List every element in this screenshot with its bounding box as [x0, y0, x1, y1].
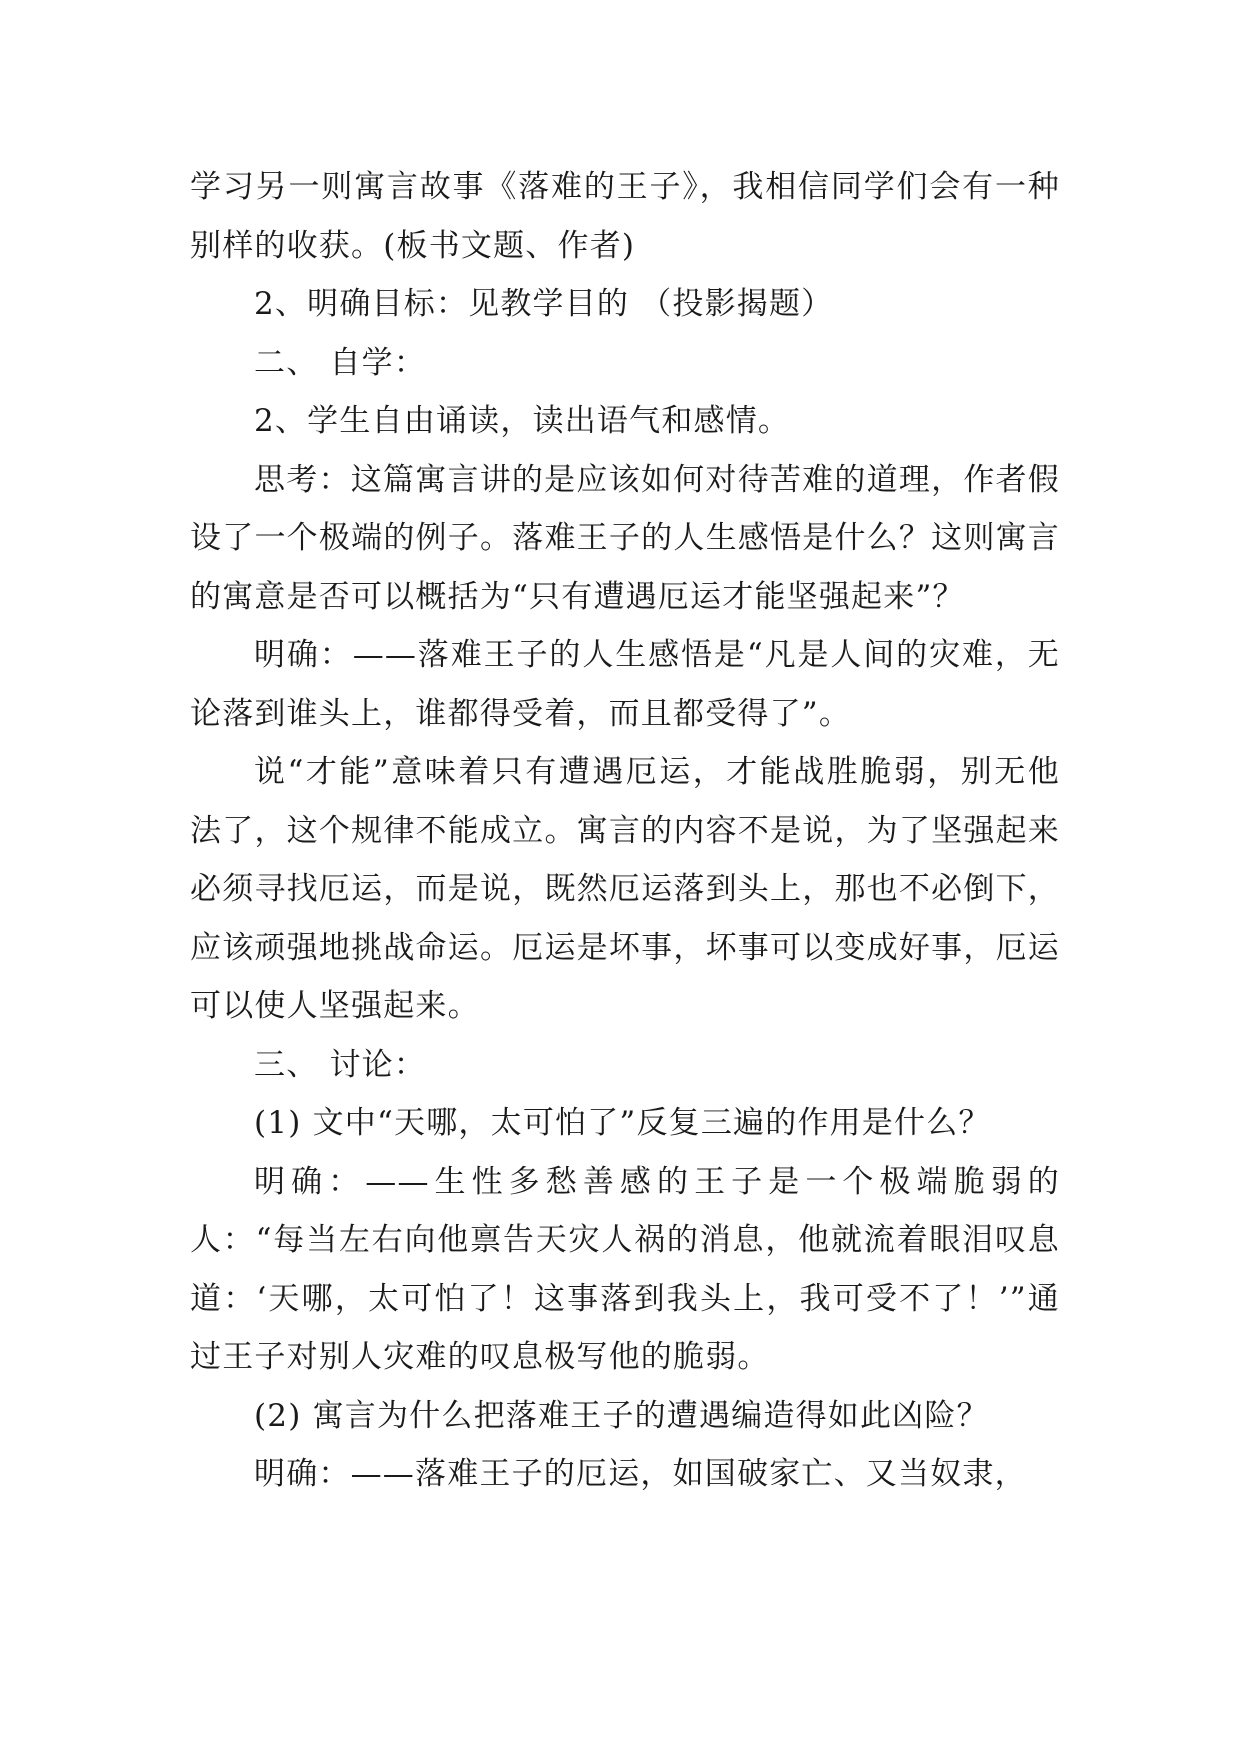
paragraph-explanation: 说“才能”意味着只有遭遇厄运，才能战胜脆弱，别无他法了，这个规律不能成立。寓言的内容不是说，为了坚强起来必须寻找厄运，而是说，既然厄运落到头上，那也不必倒下，应该顽强地挑战命运。厄运是坏事，坏事可以变成好事，厄运可以使人坚强起来。	[190, 754, 1060, 1024]
discussion-answer-1: 明确：——生性多愁善感的王子是一个极端脆弱的人：“每当左右向他禀告天灾人祸的消息，他就流着眼泪叹息道：‘天哪，太可怕了！这事落到我头上，我可受不了！’”通过王子对别人灾难的叹息极写他的脆弱。	[190, 1163, 1060, 1375]
section-heading-discussion: 三、 讨论：	[254, 1046, 427, 1083]
paragraph-objective: 2、明确目标：见教学目的 （投影揭题）	[254, 286, 834, 322]
discussion-question-2: (2) 寓言为什么把落难王子的遭遇编造得如此凶险？	[254, 1397, 989, 1434]
paragraph-answer-insight: 明确：——落难王子的人生感悟是“凡是人间的灾难，无论落到谁头上，谁都得受着，而且都受得了”。	[190, 637, 1060, 732]
paragraph-intro-continuation: 学习另一则寓言故事《落难的王子》，我相信同学们会有一种别样的收获。(板书文题、作者)	[190, 169, 1060, 264]
paragraph-free-reading: 2、学生自由诵读，读出语气和感情。	[254, 403, 791, 439]
section-heading-self-study: 二、 自学：	[254, 344, 427, 381]
paragraph-thinking-question: 思考：这篇寓言讲的是应该如何对待苦难的道理，作者假设了一个极端的例子。落难王子的人生感悟是什么？这则寓言的寓意是否可以概括为“只有遭遇厄运才能坚强起来”？	[190, 461, 1060, 615]
discussion-question-1: (1) 文中“天哪，太可怕了”反复三遍的作用是什么？	[254, 1105, 991, 1141]
document-body	[190, 158, 1060, 1504]
discussion-answer-2: 明确：——落难王子的厄运，如国破家亡、又当奴隶，	[254, 1456, 1027, 1492]
